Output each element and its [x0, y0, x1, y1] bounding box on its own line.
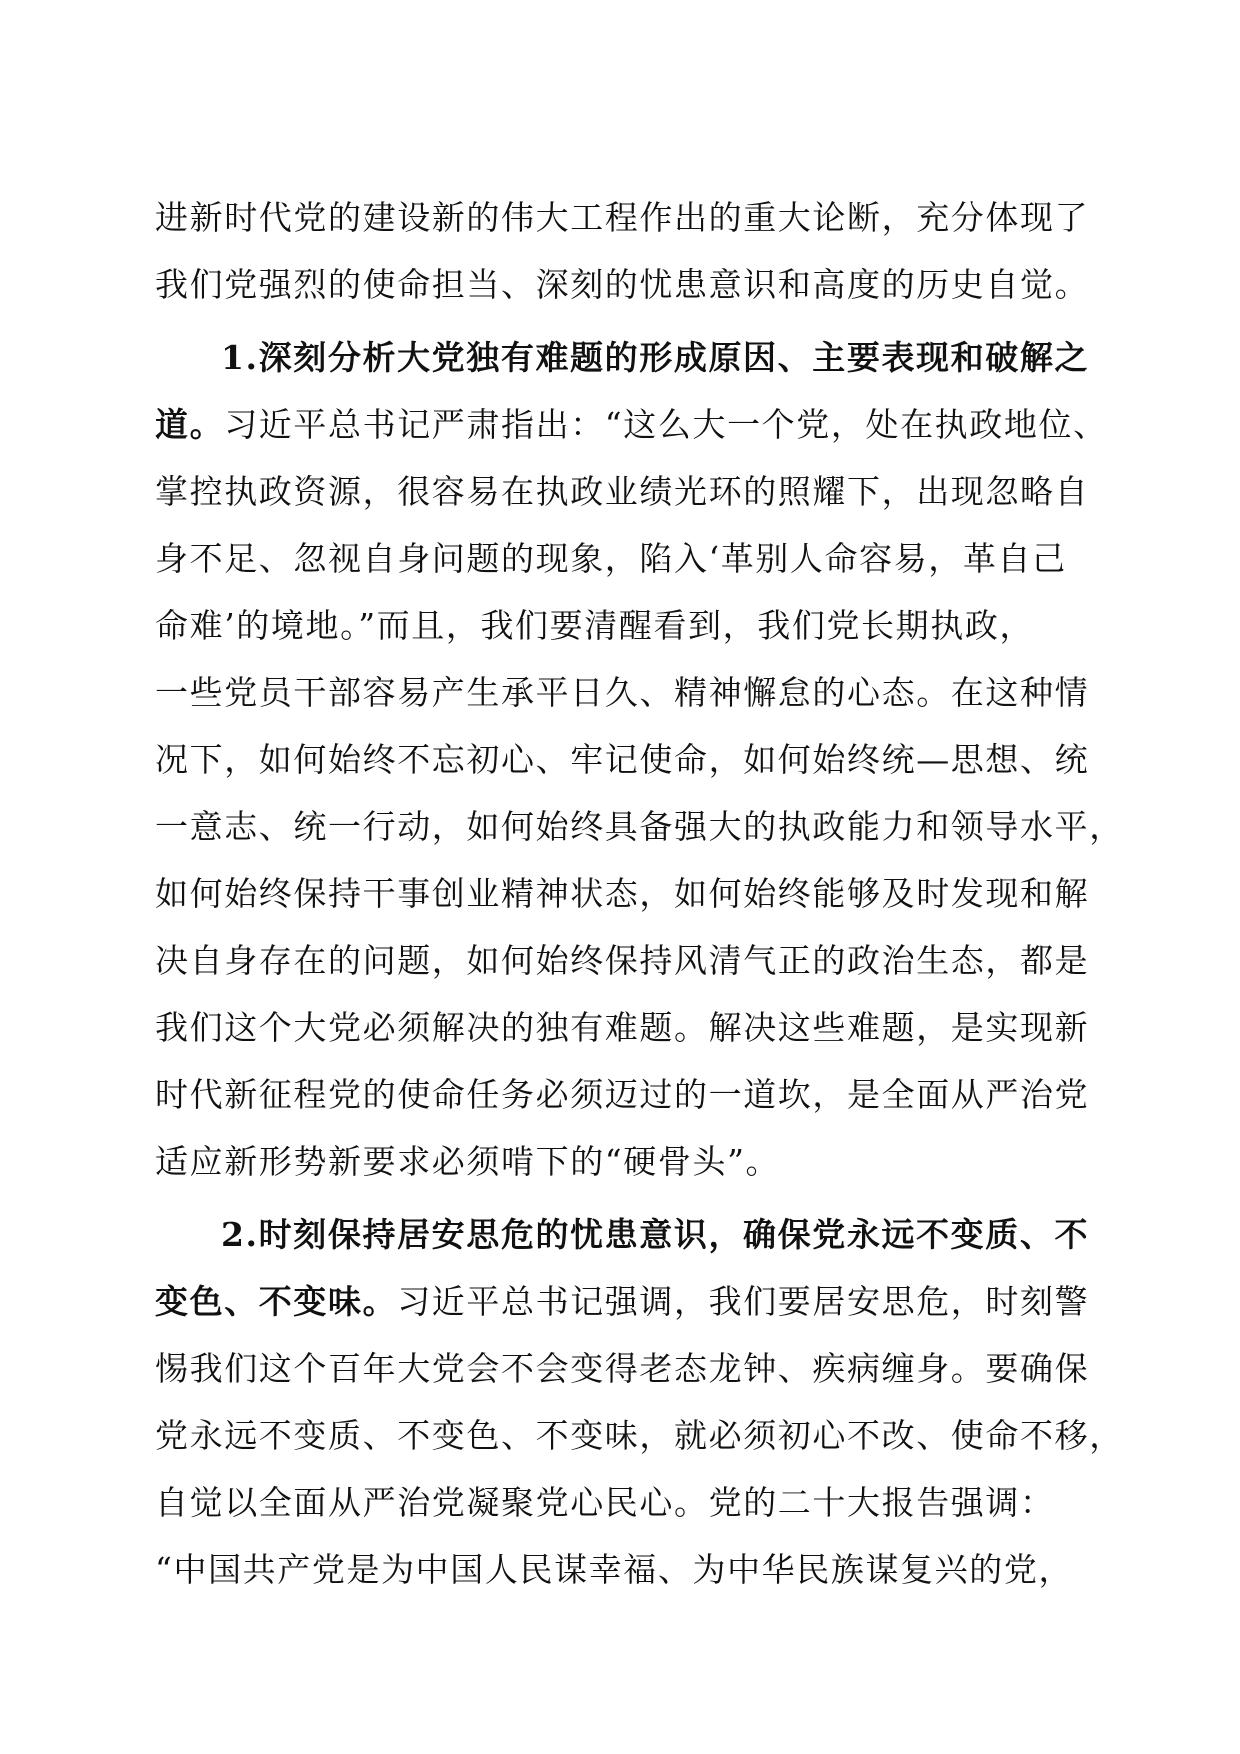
- paragraph-line: 适应新形势新要求必须啃下的“硬骨头”。: [155, 1142, 781, 1181]
- paragraph-line: 自觉以全面从严治党凝聚党心民心。党的二十大报告强调：: [155, 1483, 1055, 1522]
- section-1-heading: 1.深刻分析大党独有难题的形成原因、主要表现和破解之: [221, 338, 1090, 377]
- paragraph-line: 我们这个大党必须解决的独有难题。解决这些难题，是实现新: [155, 1008, 1090, 1047]
- paragraph-line: 进新时代党的建设新的伟大工程作出的重大论断，充分体现了: [155, 198, 1090, 237]
- section-2-heading-end: 变色、不变味。: [155, 1282, 398, 1321]
- paragraph-line: 身不足、忽视自身问题的现象，陷入‘革别人命容易，革自己: [155, 539, 1067, 578]
- section-2-heading-continued: [155, 1268, 1090, 1335]
- paragraph-line: 掌控执政资源，很容易在执政业绩光环的照耀下，出现忽略自: [155, 472, 1090, 511]
- paragraph-line: 我们党强烈的使命担当、深刻的忧患意识和高度的历史自觉。: [155, 265, 1090, 304]
- section-1-heading-end: 道。: [155, 405, 225, 444]
- body-text: [155, 184, 1124, 1603]
- paragraph-line: 一意志、统一行动，如何始终具备强大的执政能力和领导水平，: [155, 807, 1124, 846]
- paragraph-line: 时代新征程党的使命任务必须迈过的一道坎，是全面从严治党: [155, 1075, 1090, 1114]
- paragraph-line: 命难’的境地。”而且，我们要清醒看到，我们党长期执政，: [155, 606, 1035, 645]
- paragraph-line: 一些党员干部容易产生承平日久、精神懈怠的心态。在这种情: [155, 673, 1090, 712]
- section-1-heading-continued: [155, 391, 1108, 458]
- paragraph-line: “中国共产党是为中国人民谋幸福、为中华民族谋复兴的党，: [155, 1550, 1074, 1589]
- paragraph-line: 党永远不变质、不变色、不变味，就必须初心不改、使命不移，: [155, 1416, 1124, 1455]
- section-1-text-start: 习近平总书记严肃指出：“这么大一个党，处在执政地位、: [224, 405, 1108, 444]
- paragraph-line: 况下，如何始终不忘初心、牢记使命，如何始终统—思想、统: [155, 740, 1090, 779]
- section-2-heading: 2.时刻保持居安思危的忧患意识，确保党永远不变质、不: [221, 1215, 1090, 1254]
- paragraph-line: 惕我们这个百年大党会不会变得老态龙钟、疾病缠身。要确保: [155, 1349, 1090, 1388]
- paragraph-line: 决自身存在的问题，如何始终保持风清气正的政治生态，都是: [155, 941, 1090, 980]
- paragraph-line: 如何始终保持干事创业精神状态，如何始终能够及时发现和解: [155, 874, 1090, 913]
- section-2-text-start: 习近平总书记强调，我们要居安思危，时刻警: [397, 1282, 1090, 1321]
